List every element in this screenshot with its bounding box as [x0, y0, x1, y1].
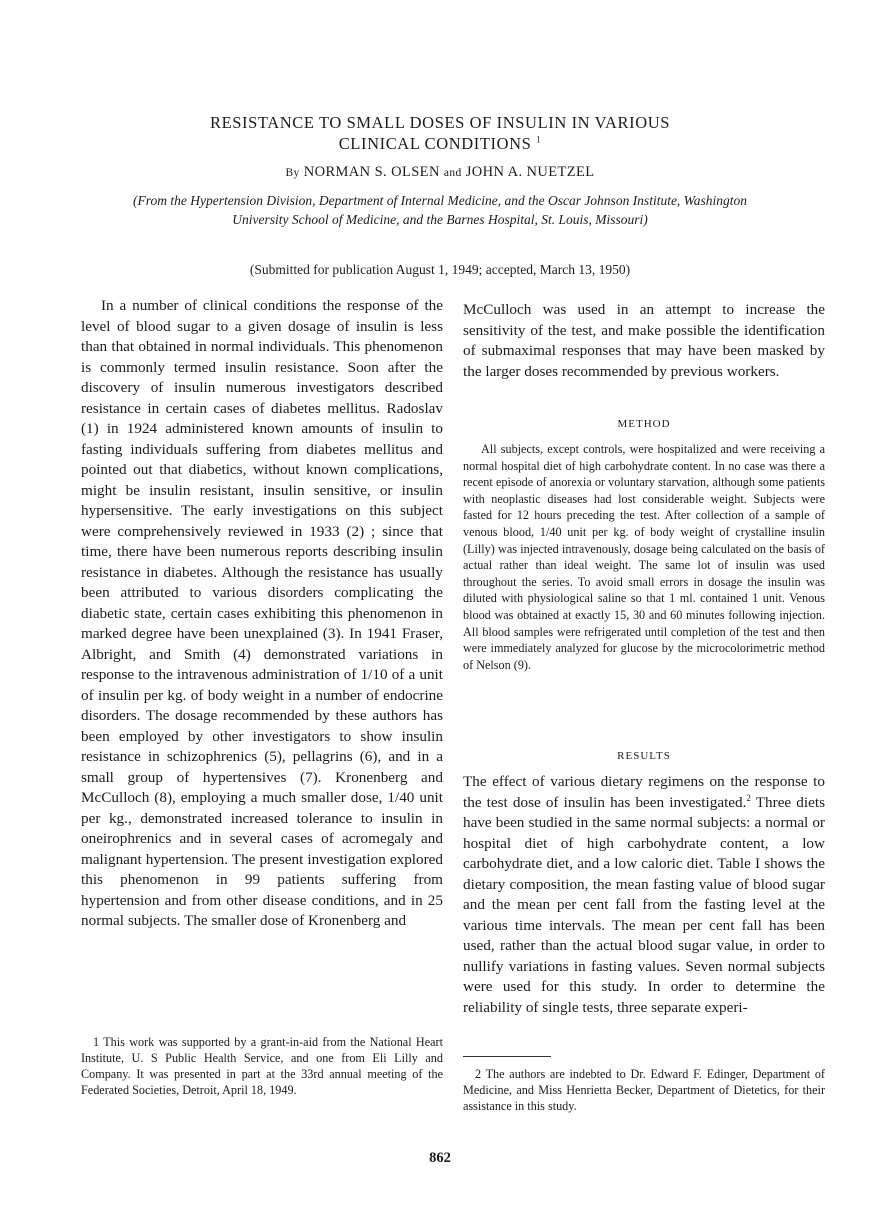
title-footnote-mark: 1: [536, 134, 542, 145]
and-label: and: [443, 167, 462, 179]
footnote-divider: [463, 1056, 551, 1057]
submission-dates: (Submitted for publication August 1, 1949; accepted, March 13, 1950): [249, 262, 631, 277]
left-footnote: [81, 1034, 443, 1098]
author-2: JOHN A. NUETZEL: [465, 164, 595, 180]
page-number: 862: [429, 1150, 451, 1166]
title-line-2: CLINICAL CONDITIONS: [338, 134, 532, 153]
affiliation: (From the Hypertension Division, Department of Internal Medicine, and the Oscar Johnson Institute, Washington University School of Medicine, and the Barnes Hospital, St. Louis, Missouri): [133, 193, 747, 227]
footnote-1: 1 This work was supported by a grant-in-aid from the National Heart Institute, U. S Public Health Service, and one from Eli Lilly and Company. It was presented in part at the 33rd annual meeting of the Federated Societies, Detroit, April 18, 1949.: [81, 1035, 443, 1097]
results-footnote-mark: 2: [746, 792, 751, 803]
by-label: By: [285, 167, 300, 179]
results-heading: RESULTS: [617, 750, 671, 762]
left-column-body: [81, 296, 443, 932]
footnote-2: 2 The authors are indebted to Dr. Edward F. Edinger, Department of Medicine, and Miss Henrietta Becker, Department of Dietetics, for their assistance in this study.: [463, 1067, 825, 1113]
continuation-paragraph: McCulloch was used in an attempt to increase the sensitivity of the test, and make possible the identification of submaximal responses that may have been masked by the larger doses recommended by previous workers.: [463, 301, 825, 380]
results-paragraph: [463, 772, 825, 1018]
intro-paragraph: In a number of clinical conditions the response of the level of blood sugar to a given dosage of insulin is less than that obtained in normal individuals. This phenomenon is commonly termed insulin resistance. Soon after the discovery of insulin numerous investigators described resistance in certain cases of diabetes mellitus. Radoslav (1) in 1924 administered known amounts of insulin to fasting individuals suffering from diabetes mellitus and pointed out that diabetics, without known complications, might be insulin resistant, insulin sensitive, or insulin hypersensitive. The early investigations on this subject were comprehensively reviewed in 1933 (2) ; since that time, there have been numerous reports describing insulin resistance in diabetes. Although the resistance has usually been attributed to various disorders complicating the diabetic state, certain cases exhibiting this phenomenon in marked degree have been unexplained (3). In 1941 Fraser, Albright, and Smith (4) demonstrated variations in response to the intravenous administration of 1/10 of a unit of insulin per kg. of body weight in a number of endocrine disorders. The dosage recommended by these authors has been employed by other investigators to show insulin resistance in schizophrenics (5), pellagrins (6), and in a small group of hypertensives (7). Kronenberg and McCulloch (8), employing a much smaller dose, 1/40 unit per kg., demonstrated increased tolerance to insulin in oneirophrenics and in several cases of acromegaly and malignant hypertension. The present investigation explored this phenomenon in 99 patients suffering from hypertension and from other disease conditions, and in 25 normal subjects. The smaller dose of Kronenberg and: [81, 297, 443, 929]
method-heading: METHOD: [617, 418, 671, 430]
results-section: [463, 772, 825, 1018]
title-line-1: RESISTANCE TO SMALL DOSES OF INSULIN IN VARIOUS: [209, 113, 671, 132]
results-text-a: The effect of various dietary regimens on the response to the test dose of insulin has been investigated.: [463, 773, 825, 811]
author-1: NORMAN S. OLSEN: [303, 164, 440, 180]
right-column-continuation: [463, 300, 825, 382]
method-section: [463, 441, 825, 673]
results-text-b: Three diets have been studied in the same normal subjects: a normal or hospital diet of high carbohydrate content, a low carbohydrate diet, and a low caloric diet. Table I shows the dietary composition, the mean fasting value of blood sugar and the mean per cent fall from the fasting level at the various time intervals. The mean per cent fall has been used, rather than the actual blood sugar value, in order to nullify variations in fasting values. Seven normal subjects were used for this study. In order to determine the reliability of single tests, three separate experi-: [463, 793, 825, 1016]
article-title: [0, 112, 880, 154]
right-footnote: [463, 1066, 825, 1114]
method-paragraph: All subjects, except controls, were hospitalized and were receiving a normal hospital diet of high carbohydrate content. In no case was there a recent episode of anorexia or voluntary starvation, although some patients with neoplastic diseases had lost considerable weight. Subjects were fasted for 12 hours preceding the test. After collection of a sample of venous blood, 1/40 unit per kg. of body weight of crystalline insulin (Lilly) was injected intravenously, dosage being calculated on the basis of actual rather than ideal weight. The same lot of insulin was used throughout the series. To avoid small errors in dosage the insulin was diluted with physiological saline so that 1 ml. contained 1 unit. Venous blood was obtained at exactly 15, 30 and 60 minutes following injection. All blood samples were refrigerated until completion of the test and then were immediately analyzed for glucose by the microcolorimetric method of Nelson (9).: [463, 442, 825, 672]
author-line: [0, 164, 880, 181]
